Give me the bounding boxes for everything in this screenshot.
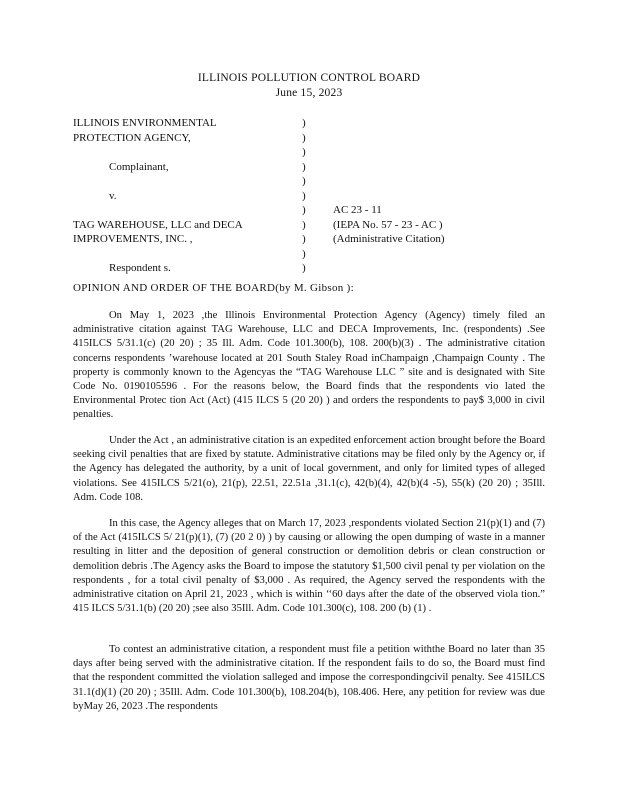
caption-paren: ) <box>302 146 306 158</box>
caption-respondent-line-2: IMPROVEMENTS, INC. , <box>73 233 193 245</box>
caption-paren: ) <box>302 218 306 231</box>
caption-parentheses-column <box>302 116 312 276</box>
paragraph-act-background: Under the Act , an administrative citation is an expedited enforcement action brought before the Board seeking civil penalties that are fixed by statute. Administrative citations may be filed only by the Agency or, if the Agency has delegated the authority, by a unit of local government, and only for limited types of alleged violations. See 415ILCS 5/21(o), 21(p), 22.51, 22.51a ,31.1(c), 42(b)(4), 42(b)(4 -5), 55(k) (20 20) ; 35Ill. Adm. Code 108. <box>73 435 545 503</box>
caption-blank <box>333 145 553 160</box>
caption-parties <box>73 116 293 276</box>
caption-blank <box>73 247 293 262</box>
caption-respondent-line-1: TAG WAREHOUSE, LLC and DECA <box>73 218 243 231</box>
caption-case-info <box>333 116 553 247</box>
caption-paren: ) <box>302 204 306 216</box>
case-number: AC 23 - 11 <box>333 204 382 216</box>
citation-type: (Administrative Citation) <box>333 233 445 245</box>
caption-paren: ) <box>302 189 306 202</box>
caption-paren: ) <box>302 175 306 187</box>
caption-blank <box>333 174 553 189</box>
board-name-heading: ILLINOIS POLLUTION CONTROL BOARD <box>197 72 421 84</box>
caption-complainant-line-2: PROTECTION AGENCY, <box>73 131 191 144</box>
caption-versus: v. <box>109 189 117 202</box>
caption-blank <box>333 189 553 204</box>
caption-blank <box>333 131 553 146</box>
caption-paren: ) <box>302 131 306 144</box>
caption-paren: ) <box>302 160 306 173</box>
caption-blank <box>73 203 293 218</box>
caption-paren: ) <box>302 262 306 274</box>
order-date: June 15, 2023 <box>275 87 343 99</box>
caption-complainant-role: Complainant, <box>109 160 169 173</box>
caption-paren: ) <box>302 117 306 129</box>
paragraph-case-allegations: In this case, the Agency alleges that on March 17, 2023 ,respondents violated Section 21(p)(1) and (7) of the Act (415ILCS 5/ 21(p)(1), (7) (20 2 0) ) by causing or allowing the open dumping of waste in a manner resulting in litter and the deposition of general construction or demolition debris or clean construction or demolition debris .The Agency asks the Board to impose the statutory $1,500 civil penal ty per violation on the respondents , for a total civil penalty of $3,000 . As required, the Agency served the respondents with the administrative citation on April 21, 2023 , which is within ‘‘60 days after the date of the observed viola tion.” 415 ILCS 5/31.1(b) (20 20) ;see also 35Ill. Adm. Code 101.300(c), 108. 200 (b) (1) . <box>73 518 545 615</box>
opinion-title: OPINION AND ORDER OF THE BOARD(by M. Gibson ): <box>73 282 354 294</box>
caption-paren: ) <box>302 233 306 245</box>
caption-blank <box>333 160 553 175</box>
caption-respondent-role: Respondent s. <box>109 262 171 274</box>
iepa-number: (IEPA No. 57 - 23 - AC ) <box>333 218 443 231</box>
caption-complainant-line-1: ILLINOIS ENVIRONMENTAL <box>73 117 217 129</box>
caption-blank <box>73 145 293 160</box>
paragraph-contest-procedure: To contest an administrative citation, a respondent must file a petition withthe Board no later than 35 days after being served with the administrative citation. If the respondent fails to do so, the Board must find that the respondent committed the violation salleged and impose the correspondingcivil penalty. See 415ILCS 31.1(d)(1) (20 20) ; 35Ill. Adm. Code 101.300(b), 108.204(b), 108.406. Here, any petition for review was due byMay 26, 2023 .The respondents <box>73 644 545 712</box>
paragraph-intro: On May 1, 2023 ,the Illinois Environmental Protection Agency (Agency) timely filed an administrative citation against TAG Warehouse, LLC and DECA Improvements, Inc. (respondents) .See 415ILCS 5/31.1(c) (20 20) ; 35 Ill. Adm. Code 101.300(b), 108. 200(b)(3) . The administrative citation concerns respondents ’warehouse located at 201 South Staley Road inChampaign ,Champaign County . The property is commonly known to the Agencyas the “TAG Warehouse LLC ” site and is designated with Site Code No. 0190105596 . For the reasons below, the Board finds that the respondents vio lated the Environmental Protec tion Act (Act) (415 ILCS 5 (20 20) ) and orders the respondents to pay$ 3,000 in civil penalties. <box>73 310 545 421</box>
caption-blank <box>333 116 553 131</box>
caption-paren: ) <box>302 247 306 260</box>
caption-blank <box>73 174 293 189</box>
